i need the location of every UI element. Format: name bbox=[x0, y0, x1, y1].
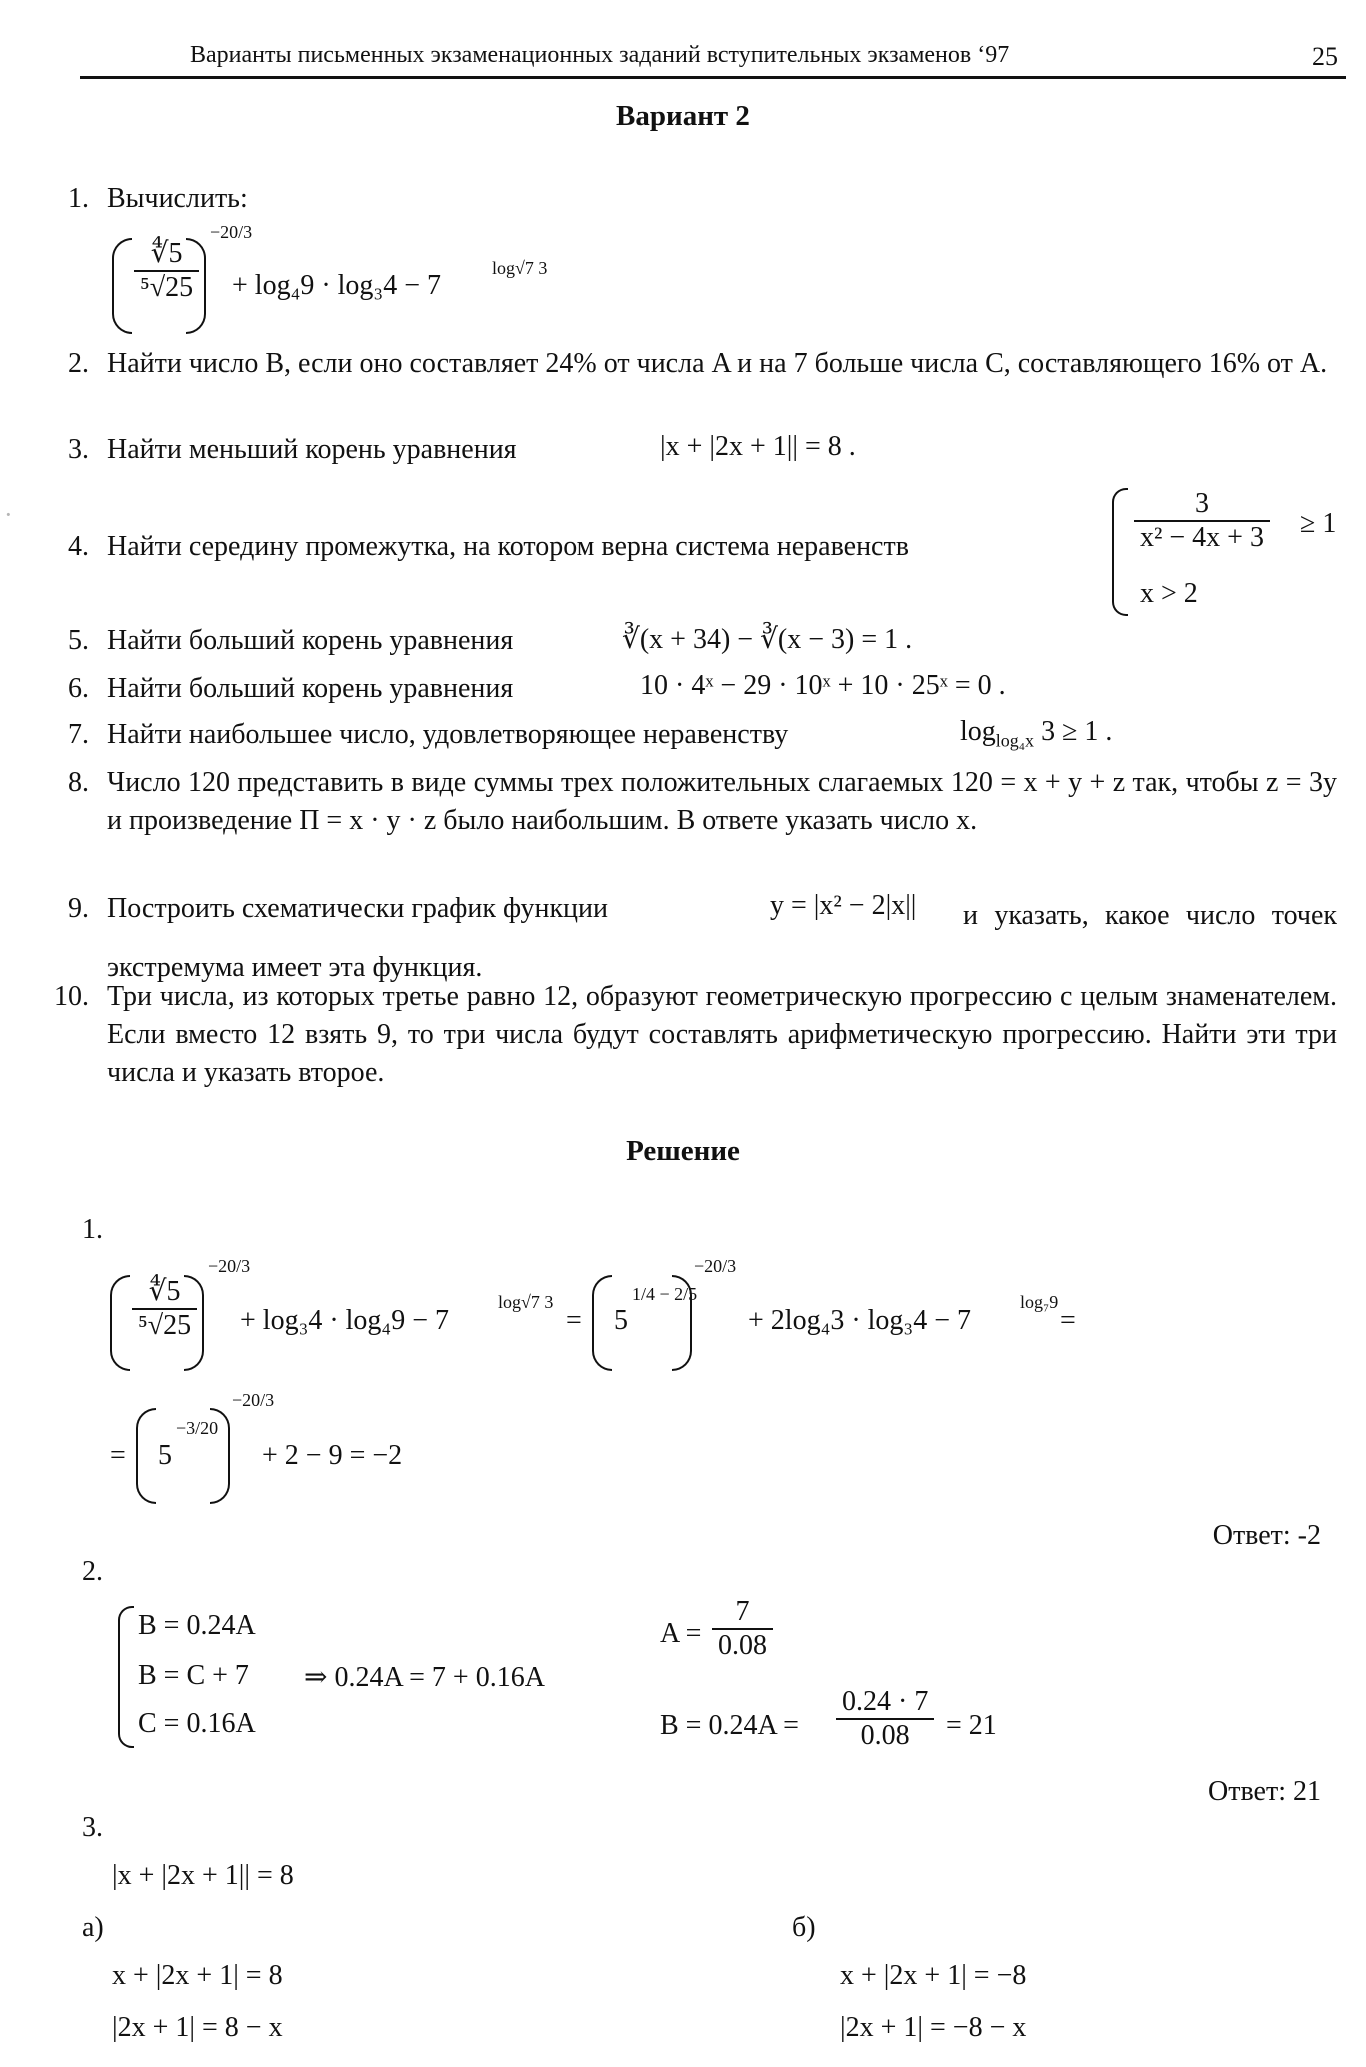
problem-text: Найти число B, если оно составляет 24% от числа A и на 7 больше числа C, составляющего 16% от A. bbox=[107, 348, 1328, 379]
base: 5 bbox=[158, 1440, 172, 1471]
exponent: −20/3 bbox=[210, 222, 253, 242]
case-a-line-2: |2x + 1| = 8 − x bbox=[112, 2012, 283, 2043]
expression: + 2 − 9 = −2 bbox=[262, 1440, 403, 1471]
b-fraction bbox=[836, 1686, 934, 1752]
variant-title: Вариант 2 bbox=[616, 100, 750, 132]
fraction-numerator: ∜5 bbox=[134, 236, 199, 272]
problem-text: Найти середину промежутка, на котором верна система неравенств bbox=[107, 531, 909, 562]
a-lhs: A = bbox=[660, 1618, 702, 1649]
system-eq-1: B = 0.24A bbox=[138, 1610, 256, 1641]
expression: + log₃4 · log₄9 − 7 bbox=[240, 1305, 449, 1336]
exponent: log√7 3 bbox=[498, 1292, 554, 1312]
problem-number: 2. bbox=[68, 348, 89, 379]
implication: ⇒ 0.24A = 7 + 0.16A bbox=[304, 1662, 545, 1693]
log-symbol: log bbox=[960, 716, 996, 747]
problem-text: Число 120 представить в виде суммы трех положительных слагаемых 120 = x + y + z так, чтобы z = 3y и произведение П = x · y · z было наибольшим. В ответе указать число x. bbox=[107, 767, 1337, 836]
problem-number: 8. bbox=[68, 767, 89, 798]
exponent: −20/3 bbox=[208, 1256, 251, 1276]
problem-text: Найти больший корень уравнения bbox=[107, 625, 514, 656]
solution-3-number: 3. bbox=[82, 1812, 103, 1843]
system-brace bbox=[1112, 488, 1128, 616]
expression: + 2log₄3 · log₃4 − 7 bbox=[748, 1305, 971, 1336]
right-paren bbox=[672, 1275, 692, 1371]
system-brace bbox=[118, 1606, 134, 1748]
problem-5-equation: ∛(x + 34) − ∛(x − 3) = 1 . bbox=[622, 624, 913, 655]
problem-text: Вычислить: bbox=[107, 183, 248, 214]
case-b-label: б) bbox=[792, 1912, 816, 1943]
base-exponent: 1/4 − 2/5 bbox=[632, 1284, 698, 1304]
equals: = bbox=[566, 1305, 582, 1336]
left-paren bbox=[112, 238, 132, 334]
equals: = bbox=[110, 1440, 126, 1471]
page-header bbox=[80, 30, 1346, 79]
fraction-denominator: 0.08 bbox=[718, 1630, 767, 1661]
problem-7-inequality bbox=[960, 716, 1112, 752]
scan-artifact: · bbox=[4, 500, 13, 529]
problem-text: Три числа, из которых третье равно 12, образуют геометрическую прогрессию с целым знаменателем. Если вместо 12 взять 9, то три числа будут составлять арифметическую прогрессию. Найти эти три числа и указать второе. bbox=[107, 981, 1337, 1088]
a-fraction bbox=[712, 1596, 773, 1662]
fraction-numerator: ∜5 bbox=[132, 1274, 197, 1310]
solution-3-equation: |x + |2x + 1|| = 8 bbox=[112, 1860, 294, 1891]
fraction-numerator: 7 bbox=[712, 1596, 773, 1630]
fraction-denominator: ⁵√25 bbox=[140, 272, 194, 303]
problem-10 bbox=[45, 978, 1337, 1098]
base: 5 bbox=[614, 1305, 628, 1336]
inequality-second: x > 2 bbox=[1140, 578, 1198, 609]
problem-text: Найти наибольшее число, удовлетворяющее неравенству bbox=[107, 719, 789, 750]
left-paren bbox=[136, 1408, 156, 1504]
problem-3-equation: |x + |2x + 1|| = 8 . bbox=[660, 431, 856, 462]
fraction-denominator: x² − 4x + 3 bbox=[1140, 522, 1264, 553]
problem-number: 6. bbox=[68, 673, 89, 704]
running-title: Варианты письменных экзаменационных заданий вступительных экзаменов ‘97 bbox=[190, 42, 1010, 68]
base-exponent: −3/20 bbox=[176, 1418, 219, 1438]
inequality-rhs: ≥ 1 bbox=[1300, 508, 1337, 539]
case-b-line-2: |2x + 1| = −8 − x bbox=[840, 2012, 1027, 2043]
system-eq-2: B = C + 7 bbox=[138, 1660, 249, 1691]
solution-title: Решение bbox=[626, 1135, 740, 1167]
fraction-denominator: ⁵√25 bbox=[138, 1310, 192, 1341]
problem-6-equation: 10 · 4ˣ − 29 · 10ˣ + 10 · 25ˣ = 0 . bbox=[640, 670, 1006, 701]
case-b-line-1: x + |2x + 1| = −8 bbox=[840, 1960, 1027, 1991]
problem-number: 5. bbox=[68, 625, 89, 656]
problem-number: 1. bbox=[68, 183, 89, 214]
solution-1-number: 1. bbox=[82, 1214, 103, 1245]
problem-number: 9. bbox=[68, 893, 89, 924]
problem-9-continuation: и указать, какое число точек экстремума имеет эта функция. bbox=[107, 900, 1337, 983]
problem-number: 3. bbox=[68, 434, 89, 465]
b-rhs: = 21 bbox=[946, 1710, 997, 1741]
equals: = bbox=[1060, 1305, 1076, 1336]
problem-number: 10. bbox=[54, 981, 89, 1012]
problem-number: 4. bbox=[68, 531, 89, 562]
inequality-fraction bbox=[1134, 488, 1270, 554]
problem-9-function: y = |x² − 2|x|| bbox=[770, 890, 917, 921]
right-paren bbox=[186, 238, 206, 334]
problem-text: Найти больший корень уравнения bbox=[107, 673, 514, 704]
exponent: log√7 3 bbox=[492, 258, 548, 278]
problem-8 bbox=[45, 764, 1337, 884]
right-paren bbox=[210, 1408, 230, 1504]
problem-2 bbox=[45, 345, 1337, 425]
exponent: −20/3 bbox=[694, 1256, 737, 1276]
b-lhs: B = 0.24A = bbox=[660, 1710, 799, 1741]
solution-2-number: 2. bbox=[82, 1556, 103, 1587]
log-base: log₄x bbox=[995, 730, 1035, 751]
exponent: −20/3 bbox=[232, 1390, 275, 1410]
fraction-numerator: 0.24 · 7 bbox=[836, 1686, 934, 1720]
answer-1: Ответ: -2 bbox=[1212, 1520, 1321, 1551]
left-paren bbox=[110, 1275, 130, 1371]
case-a-line-1: x + |2x + 1| = 8 bbox=[112, 1960, 283, 1991]
page-number: 25 bbox=[1312, 42, 1338, 71]
fraction-numerator: 3 bbox=[1134, 488, 1270, 522]
problem-text: Построить схематически график функции bbox=[107, 893, 609, 924]
system-eq-3: C = 0.16A bbox=[138, 1708, 256, 1739]
fraction-denominator: 0.08 bbox=[860, 1720, 910, 1751]
right-paren bbox=[184, 1275, 204, 1371]
answer-2: Ответ: 21 bbox=[1208, 1776, 1321, 1807]
problem-number: 7. bbox=[68, 719, 89, 750]
case-a-label: а) bbox=[82, 1912, 104, 1943]
formula-rest: + log₄9 · log₃4 − 7 bbox=[232, 270, 441, 301]
exponent: log₇9 bbox=[1020, 1292, 1059, 1312]
inequality-rest: 3 ≥ 1 . bbox=[1041, 716, 1113, 747]
problem-text: Найти меньший корень уравнения bbox=[107, 434, 517, 465]
left-paren bbox=[592, 1275, 612, 1371]
